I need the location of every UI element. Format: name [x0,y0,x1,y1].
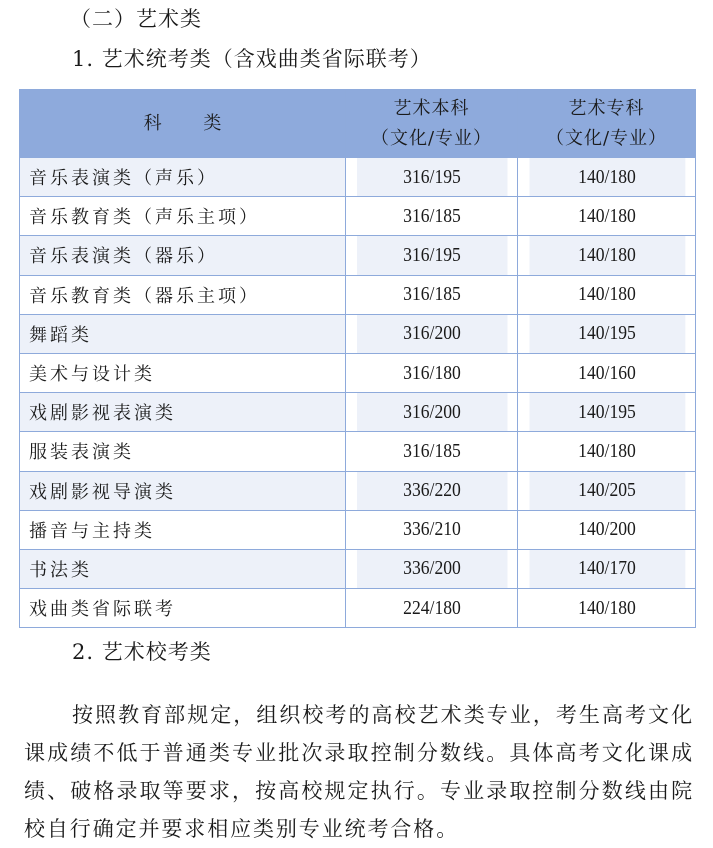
header-college-title: 艺术专科 [568,97,645,119]
table-row [20,471,696,510]
row-undergrad-score: 316/195 [356,158,507,197]
row-undergrad-score: 316/185 [356,275,507,314]
row-undergrad-score: 336/210 [356,510,507,549]
row-college-score: 140/180 [528,589,685,628]
table-row [20,236,696,275]
row-category: 音乐教育类（器乐主项） [20,275,346,314]
table-row [20,549,696,588]
row-undergrad-score: 316/180 [356,353,507,392]
header-college [518,90,696,158]
row-category: 音乐表演类（声乐） [20,158,346,197]
table-row [20,589,696,628]
table-row [20,353,696,392]
row-category: 舞蹈类 [20,314,346,353]
header-undergrad [346,90,518,158]
row-college-score: 140/180 [528,158,685,197]
table-row [20,197,696,236]
header-category: 科 类 [20,90,346,158]
table-row [20,393,696,432]
row-undergrad-score: 316/185 [356,197,507,236]
row-college-score: 140/195 [528,314,685,353]
row-college-score: 140/205 [528,471,685,510]
table-row [20,275,696,314]
row-category: 戏剧影视表演类 [20,393,346,432]
section-heading-art: （二）艺术类 [70,7,202,31]
row-category: 音乐表演类（器乐） [20,236,346,275]
unified-exam-heading: 1. 艺术统考类（含戏曲类省际联考） [72,47,432,71]
row-category: 戏曲类省际联考 [20,589,346,628]
row-category: 戏剧影视导演类 [20,471,346,510]
row-undergrad-score: 336/220 [356,471,507,510]
score-table [19,89,696,628]
row-college-score: 140/180 [528,432,685,471]
table-row [20,510,696,549]
row-category: 播音与主持类 [20,510,346,549]
row-category: 服装表演类 [20,432,346,471]
row-college-score: 140/160 [528,353,685,392]
row-undergrad-score: 336/200 [356,549,507,588]
table-row [20,314,696,353]
row-college-score: 140/180 [528,275,685,314]
row-undergrad-score: 316/200 [356,393,507,432]
row-category: 美术与设计类 [20,353,346,392]
row-category: 书法类 [20,549,346,588]
header-undergrad-subtitle: （文化/专业） [370,127,493,149]
school-exam-heading: 2. 艺术校考类 [72,640,212,664]
table-header-row [20,90,696,158]
row-undergrad-score: 316/185 [356,432,507,471]
row-college-score: 140/180 [528,197,685,236]
row-undergrad-score: 316/200 [356,314,507,353]
row-college-score: 140/180 [528,236,685,275]
row-college-score: 140/200 [528,510,685,549]
header-undergrad-title: 艺术本科 [393,97,470,119]
row-college-score: 140/195 [528,393,685,432]
school-exam-paragraph: 按照教育部规定，组织校考的高校艺术类专业，考生高考文化课成绩不低于普通类专业批次录取控制分数线。具体高考文化课成绩、破格录取等要求，按高校规定执行。专业录取控制分数线由院校自行确定并要求相应类别专业统考合格。 [24,703,694,841]
row-category: 音乐教育类（声乐主项） [20,197,346,236]
header-college-subtitle: （文化/专业） [545,127,668,149]
row-undergrad-score: 224/180 [356,589,507,628]
table-row [20,432,696,471]
row-undergrad-score: 316/195 [356,236,507,275]
row-college-score: 140/170 [528,549,685,588]
table-row [20,158,696,197]
